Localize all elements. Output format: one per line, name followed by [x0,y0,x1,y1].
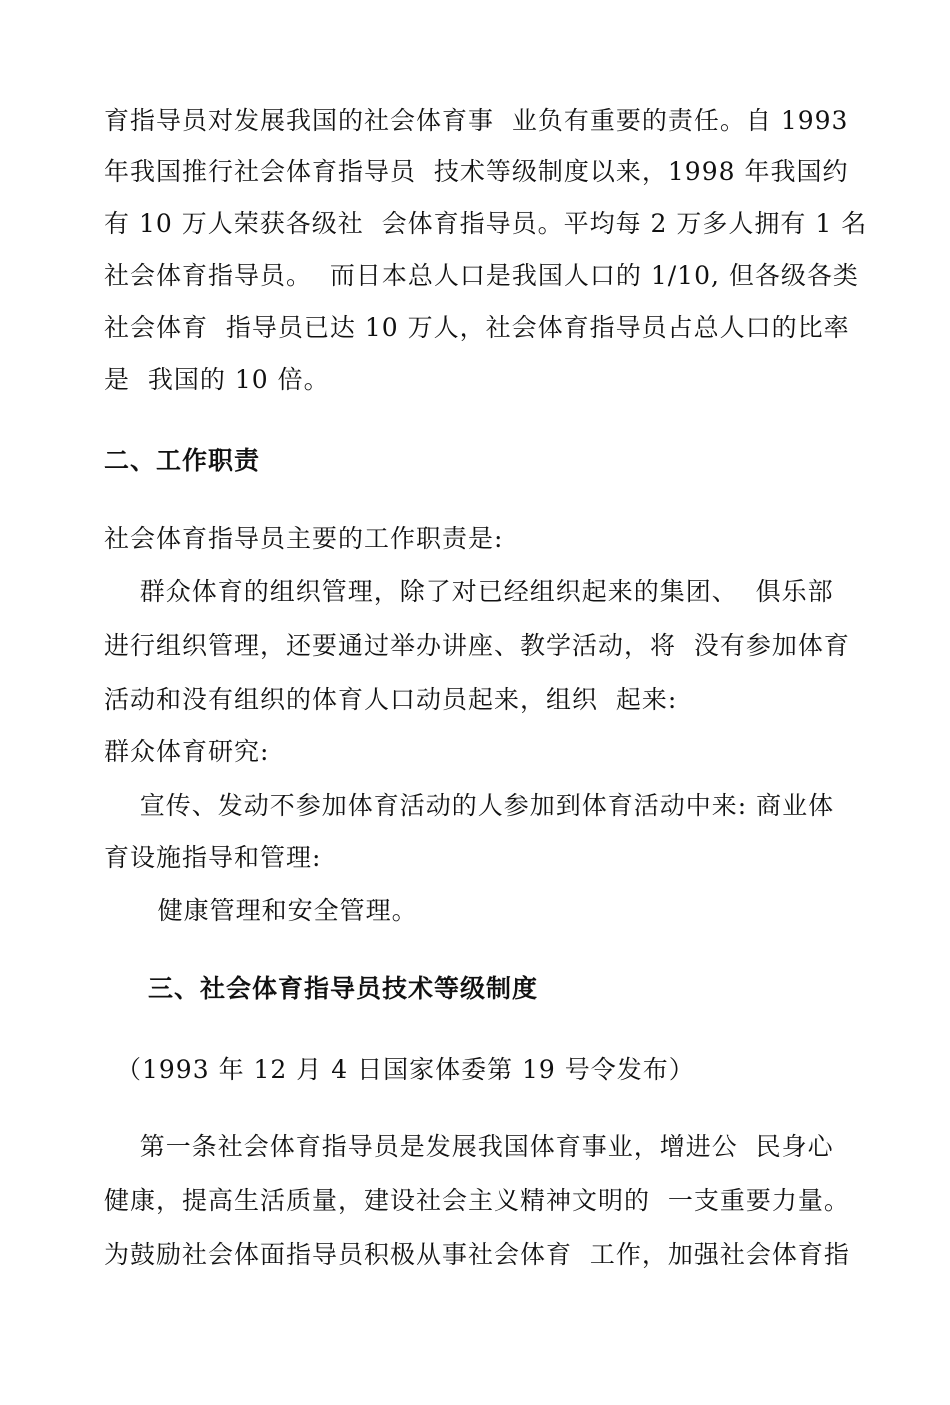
duty-3-line-1: 宣传、发动不参加体育活动的人参加到体育活动中来: 商业体 [104,791,835,820]
duty-2: 群众体育研究: [104,737,270,766]
paragraph-1-line-3: 有 10 万人荣获各级社 会体育指导员。平均每 2 万多人拥有 1 名 [104,209,868,238]
paragraph-1-line-6: 是 我国的 10 倍。 [104,365,330,394]
section-3-heading: 三、社会体育指导员技术等级制度 [148,974,539,1003]
paragraph-1-line-5: 社会体育 指导员已达 10 万人，社会体育指导员占总人口的比率 [104,313,850,342]
section-2-intro: 社会体育指导员主要的工作职责是: [104,524,504,553]
section-2-heading: 二、工作职责 [104,446,261,475]
article-1-line-1: 第一条社会体育指导员是发展我国体育事业，增进公 民身心 [104,1132,834,1161]
article-1-line-3: 为鼓励社会体面指导员积极从事社会体育 工作，加强社会体育指 [104,1240,850,1269]
paragraph-1-line-2: 年我国推行社会体育指导员 技术等级制度以来，1998 年我国约 [104,157,849,186]
duty-1-line-1: 群众体育的组织管理，除了对已经组织起来的集团、 俱乐部 [104,577,834,606]
duty-3-line-2: 育设施指导和管理: [104,843,322,872]
duty-4: 健康管理和安全管理。 [104,896,418,925]
duty-1-line-2: 进行组织管理，还要通过举办讲座、教学活动，将 没有参加体育 [104,631,850,660]
paragraph-1-line-4: 社会体育指导员。 而日本总人口是我国人口的 1/10, 但各级各类 [104,261,859,290]
article-1-line-2: 健康，提高生活质量，建设社会主义精神文明的 一支重要力量。 [104,1186,850,1215]
duty-1-line-3: 活动和没有组织的体育人口动员起来，组织 起来: [104,685,678,714]
paragraph-1-line-1: 育指导员对发展我国的社会体育事 业负有重要的责任。自 1993 [104,106,849,135]
section-3-note: （1993 年 12 月 4 日国家体委第 19 号令发布） [116,1055,695,1084]
